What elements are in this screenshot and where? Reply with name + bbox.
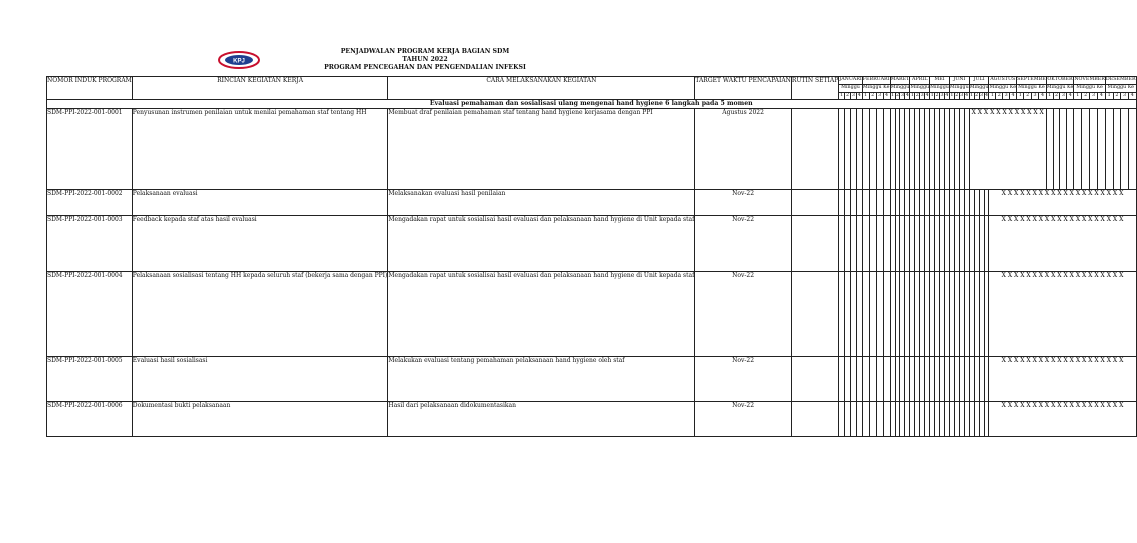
week-cell <box>876 401 883 436</box>
week-number: 2 <box>935 93 939 98</box>
week-number: 2 <box>846 93 850 98</box>
week-number: 4 <box>1039 93 1046 100</box>
week-number: 2 <box>1113 93 1121 100</box>
schedule-marks: X X X X X X X X X X X X X X X X X X X X <box>989 401 1136 436</box>
month-subheader: Minggu Ke <box>1074 85 1106 93</box>
week-cell <box>862 271 869 356</box>
week-cell <box>869 108 876 189</box>
routine-cell <box>791 356 838 401</box>
program-number: SDM-PPI-2022-001-0005 <box>47 356 133 401</box>
activity-detail: Pelaksanaan sosialisasi tentang HH kepada seluruh staf (bekerja sama dengan PPI) <box>132 271 388 356</box>
month-header: DESEMBER <box>1105 77 1136 85</box>
logo-text: KPJ <box>233 58 245 65</box>
week-cell <box>1121 108 1129 189</box>
week-number: 2 <box>975 93 979 98</box>
program-number: SDM-PPI-2022-001-0004 <box>47 271 133 356</box>
week-cell <box>862 356 869 401</box>
week-cell <box>883 215 890 271</box>
target-time: Nov-22 <box>695 189 792 215</box>
month-header: MARET <box>890 77 910 85</box>
table-row <box>47 356 1137 401</box>
month-header: JULI <box>969 77 989 85</box>
activity-detail: Penyusunan instrumen penilaian untuk menilai pemahaman staf tentang HH <box>132 108 388 189</box>
schedule-marks: X X X X X X X X X X X X X X X X X X X X <box>989 189 1136 215</box>
program-number: SDM-PPI-2022-001-0002 <box>47 189 133 215</box>
week-cell <box>1067 108 1074 189</box>
month-subheader: Minggu Ke <box>862 85 890 93</box>
activity-detail: Evaluasi hasil sosialisasi <box>132 356 388 401</box>
schedule-table <box>46 76 1137 437</box>
method: Melakukan evaluasi tentang pemahaman pelaksanaan hand hygiene oleh staf <box>388 356 695 401</box>
routine-cell <box>791 271 838 356</box>
week-cell <box>883 108 890 189</box>
target-time: Nov-22 <box>695 215 792 271</box>
document-title: PENJADWALAN PROGRAM KERJA BAGIAN SDM <box>340 48 510 55</box>
week-number: 1 <box>1105 93 1113 100</box>
week-cell <box>876 189 883 215</box>
week-number: 4 <box>1068 93 1072 98</box>
program-number: SDM-PPI-2022-001-0003 <box>47 215 133 271</box>
week-cell <box>1046 108 1053 189</box>
table-row <box>47 108 1137 189</box>
month-subheader: Minggu Ke <box>1046 85 1074 93</box>
routine-cell <box>791 189 838 215</box>
month-header: FEBRUARI <box>862 77 890 85</box>
week-number: 4 <box>945 93 949 98</box>
schedule-marks: X X X X X X X X X X X X X X X X X X X X <box>989 356 1136 401</box>
document-year: TAHUN 2022 <box>402 56 448 63</box>
month-header: AGUSTUS <box>989 77 1017 85</box>
target-time: Agustus 2022 <box>695 108 792 189</box>
week-cell <box>1128 108 1136 189</box>
method: Membuat draf penilaian pemahaman staf tentang hand hygiene kerjasama dengan PPI <box>388 108 695 189</box>
routine-cell <box>791 401 838 436</box>
week-number: 1 <box>910 93 914 98</box>
col-nomor-header: NOMOR INDUK PROGRAM <box>47 77 133 100</box>
schedule-marks: X X X X X X X X X X X X <box>969 108 1046 189</box>
col-rutin-header: RUTIN SETIAP <box>791 77 838 100</box>
week-cell <box>1074 108 1082 189</box>
col-cara-header: CARA MELAKSANAKAN KEGIATAN <box>388 77 695 100</box>
week-cell <box>1105 108 1113 189</box>
month-header: JUNI <box>949 77 969 85</box>
routine-cell <box>791 108 838 189</box>
week-cell <box>1113 108 1121 189</box>
method: Mengadakan rapat untuk sosialisai hasil evaluasi dan pelaksanaan hand hygiene di Unit kepada staf <box>388 271 695 356</box>
month-header: OKTOBER <box>1046 77 1074 85</box>
week-number: 3 <box>1031 93 1038 100</box>
week-cell <box>862 108 869 189</box>
week-number: 3 <box>960 93 964 98</box>
week-number: 3 <box>900 93 904 98</box>
week-cell <box>883 189 890 215</box>
program-number: SDM-PPI-2022-001-0006 <box>47 401 133 436</box>
week-number: 2 <box>955 93 959 98</box>
week-number: 1 <box>1017 93 1024 100</box>
month-header: APRIL <box>910 77 930 85</box>
week-number: 3 <box>1121 93 1129 100</box>
week-number: 1 <box>990 93 994 98</box>
week-cell <box>862 189 869 215</box>
week-number: 3 <box>1061 93 1065 98</box>
month-subheader: Minggu <box>930 85 950 93</box>
week-number: 1 <box>864 93 868 98</box>
month-subheader: Minggu Ke <box>1105 85 1136 93</box>
week-number: 1 <box>891 93 895 98</box>
schedule-marks: X X X X X X X X X X X X X X X X X X X X <box>989 271 1136 356</box>
week-cell <box>876 271 883 356</box>
week-number: 3 <box>1004 93 1008 98</box>
week-number: 4 <box>965 93 969 98</box>
routine-cell <box>791 215 838 271</box>
month-subheader: Minggu <box>839 85 862 93</box>
activity-detail: Feedback kepada staf atas hasil evaluasi <box>132 215 388 271</box>
activity-detail: Pelaksanaan evaluasi <box>132 189 388 215</box>
week-number: 4 <box>984 93 989 98</box>
week-cell <box>883 271 890 356</box>
target-time: Nov-22 <box>695 401 792 436</box>
week-number: 2 <box>1055 93 1059 98</box>
week-cell <box>869 271 876 356</box>
week-cell <box>862 215 869 271</box>
week-cell <box>869 189 876 215</box>
week-number: 2 <box>997 93 1001 98</box>
section-title: Evaluasi pemahaman dan sosialisasi ulang mengenai hand hygiene 6 langkah pada 5 momen <box>47 100 1137 109</box>
week-number: 3 <box>1090 93 1098 100</box>
activity-detail: Dokumentasi bukti pelaksanaan <box>132 401 388 436</box>
schedule-marks: X X X X X X X X X X X X X X X X X X X X <box>989 215 1136 271</box>
week-number: 2 <box>871 93 875 98</box>
week-number: 4 <box>857 93 861 98</box>
week-cell <box>876 108 883 189</box>
table-row <box>47 189 1137 215</box>
week-number: 2 <box>1082 93 1090 100</box>
month-subheader: Minggu <box>890 85 910 93</box>
week-number: 3 <box>920 93 924 98</box>
program-title: PROGRAM PENCEGAHAN DAN PENGENDALIAN INFEKSI <box>324 64 526 71</box>
month-subheader: Minggu Ke <box>1017 85 1047 93</box>
week-cell <box>883 356 890 401</box>
week-number: 1 <box>1048 93 1052 98</box>
table-row <box>47 401 1137 436</box>
week-number: 1 <box>970 93 974 98</box>
target-time: Nov-22 <box>695 271 792 356</box>
month-subheader: Minggu <box>949 85 969 93</box>
week-cell <box>1082 108 1090 189</box>
week-cell <box>1060 108 1067 189</box>
target-time: Nov-22 <box>695 356 792 401</box>
month-header: SEPTEMBE <box>1017 77 1047 85</box>
method: Melaksanakan evaluasi hasil penilaian <box>388 189 695 215</box>
method: Mengadakan rapat untuk sosialisai hasil evaluasi dan pelaksanaan hand hygiene di Unit kepada staf <box>388 215 695 271</box>
month-subheader: Minggu Ke <box>989 85 1017 93</box>
table-row <box>47 271 1137 356</box>
col-target-header: TARGET WAKTU PENCAPAIAN <box>695 77 792 100</box>
week-cell <box>1090 108 1098 189</box>
week-number: 2 <box>895 93 899 98</box>
week-number: 4 <box>925 93 929 98</box>
program-number: SDM-PPI-2022-001-0001 <box>47 108 133 189</box>
week-cell <box>1097 108 1105 189</box>
week-cell <box>862 401 869 436</box>
month-subheader: Minggu <box>969 85 989 93</box>
week-number: 4 <box>1097 93 1105 100</box>
week-number: 2 <box>1024 93 1031 100</box>
week-number: 4 <box>1128 93 1136 100</box>
week-number: 1 <box>1074 93 1082 100</box>
week-number: 3 <box>980 93 984 98</box>
week-number: 2 <box>915 93 919 98</box>
week-cell <box>876 215 883 271</box>
week-cell <box>869 356 876 401</box>
table-row <box>47 215 1137 271</box>
document-title-block <box>200 48 650 72</box>
week-number: 4 <box>885 93 889 98</box>
week-number: 1 <box>950 93 954 98</box>
week-cell <box>869 401 876 436</box>
week-number: 1 <box>930 93 934 98</box>
week-number: 3 <box>940 93 944 98</box>
week-cell <box>1053 108 1060 189</box>
week-number: 3 <box>851 93 855 98</box>
method: Hasil dari pelaksanaan didokumentasikan <box>388 401 695 436</box>
week-number: 3 <box>878 93 882 98</box>
week-cell <box>869 215 876 271</box>
month-header: JANUARI <box>839 77 862 85</box>
week-cell <box>876 356 883 401</box>
col-rincian-header: RINCIAN KEGIATAN KERJA <box>132 77 388 100</box>
month-header: NOVEMBER <box>1074 77 1106 85</box>
week-number: 4 <box>905 93 909 98</box>
month-header: MEI <box>930 77 950 85</box>
week-cell <box>883 401 890 436</box>
month-subheader: Minggu <box>910 85 930 93</box>
week-number: 1 <box>840 93 844 98</box>
week-number: 4 <box>1011 93 1015 98</box>
